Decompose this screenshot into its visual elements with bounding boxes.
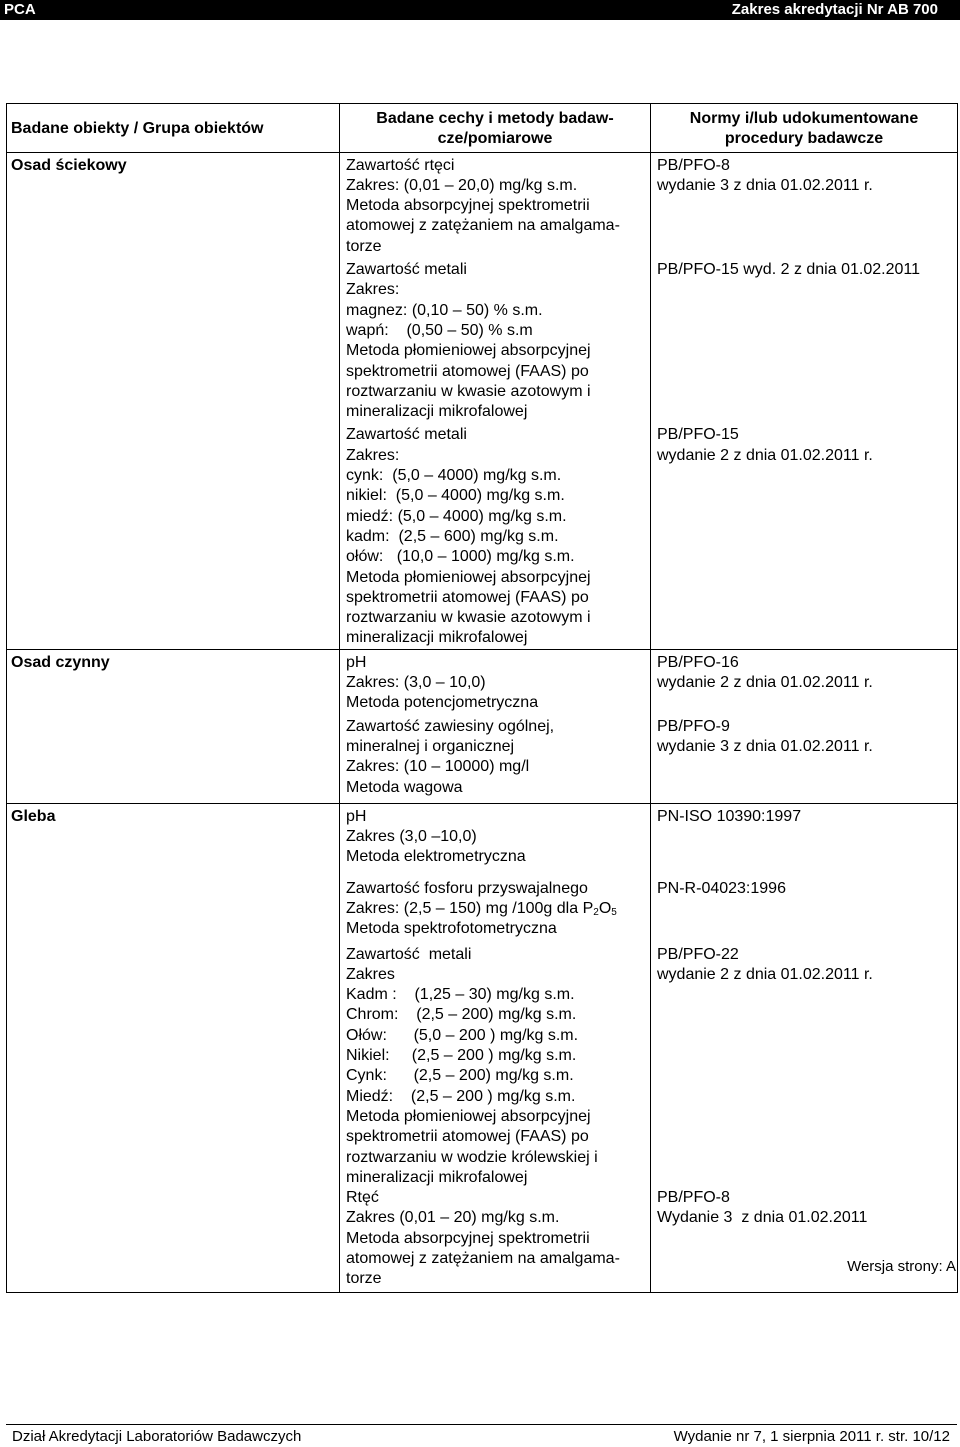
norm-line: wydanie 3 z dnia 01.02.2011 r. (657, 737, 873, 755)
norm-cell (651, 422, 958, 649)
norm-cell (651, 714, 958, 804)
table-row (7, 1188, 958, 1292)
feature-line: Rtęć (346, 1189, 379, 1207)
feature-line: Metoda spektrofotometryczna (346, 920, 557, 938)
feature-line: pH (346, 653, 367, 671)
feature-line: roztwarzaniu w wodzie królewskiej i (346, 1148, 598, 1166)
feature-line: Metoda elektrometryczna (346, 848, 526, 866)
table-row (7, 876, 958, 942)
feature-line: Zakres: (346, 281, 400, 299)
footer-left: Dział Akredytacji Laboratoriów Badawczych (12, 1428, 302, 1445)
feature-line: Metoda absorpcyjnej spektrometrii (346, 1229, 590, 1247)
feature-line: ołów: (10,0 – 1000) mg/kg s.m. (346, 548, 575, 566)
feature-line: mineralizacji mikrofalowej (346, 629, 528, 647)
norm-cell (651, 257, 958, 422)
feature-line: Nikiel: (2,5 – 200 ) mg/kg s.m. (346, 1047, 577, 1065)
footer-right: Wydanie nr 7, 1 sierpnia 2011 r. str. 10/12 (673, 1428, 950, 1445)
feature-cell (340, 942, 651, 1189)
feature-cell (340, 876, 651, 942)
feature-line: Miedź: (2,5 – 200 ) mg/kg s.m. (346, 1087, 576, 1105)
feature-line: magnez: (0,10 – 50) % s.m. (346, 301, 543, 319)
feature-line: Zakres: (10 – 10000) mg/l (346, 758, 530, 776)
object-cell: Osad ściekowy (7, 152, 340, 257)
norm-line: wydanie 2 z dnia 01.02.2011 r. (657, 446, 873, 464)
feature-cell (340, 257, 651, 422)
feature-line: spektrometrii atomowej (FAAS) po (346, 362, 589, 380)
feature-line: Zawartość metali (346, 261, 467, 279)
feature-line: Metoda płomieniowej absorpcyjnej (346, 342, 591, 360)
footer-divider (6, 1424, 957, 1425)
norm-line: PB/PFO-15 wyd. 2 z dnia 01.02.2011 (657, 261, 920, 279)
feature-cell (340, 803, 651, 875)
feature-cell (340, 714, 651, 804)
col-header-norms: Normy i/lub udokumentowane procedury badawcze (651, 104, 958, 153)
feature-cell (340, 1188, 651, 1292)
norm-line: PB/PFO-22 (657, 945, 739, 963)
feature-line: Zakres (346, 965, 395, 983)
object-cell: Gleba (7, 803, 340, 875)
feature-line: Zakres: (0,01 – 20,0) mg/kg s.m. (346, 176, 578, 194)
feature-line-formula: Zakres: (2,5 – 150) mg /100g dla $P_2O_5$ (346, 899, 617, 918)
feature-line: atomowej z zatężaniem na amalgama- (346, 1250, 620, 1268)
norm-line: Wydanie 3 z dnia 01.02.2011 (657, 1209, 868, 1227)
feature-line: Cynk: (2,5 – 200) mg/kg s.m. (346, 1067, 574, 1085)
feature-line: kadm: (2,5 – 600) mg/kg s.m. (346, 527, 559, 545)
feature-line: wapń: (0,50 – 50) % s.m (346, 321, 533, 339)
feature-line: Zawartość rtęci (346, 156, 455, 174)
table-row (7, 714, 958, 804)
object-cell: Osad czynny (7, 649, 340, 713)
feature-line: Metoda wagowa (346, 778, 463, 796)
feature-line: Metoda płomieniowej absorpcyjnej (346, 1107, 591, 1125)
table-row (7, 152, 958, 257)
feature-cell (340, 152, 651, 257)
feature-line: Kadm : (1,25 – 30) mg/kg s.m. (346, 986, 575, 1004)
table-row (7, 257, 958, 422)
feature-line: mineralizacji mikrofalowej (346, 1168, 528, 1186)
header-left: PCA (4, 1, 36, 18)
norm-line: wydanie 2 z dnia 01.02.2011 r. (657, 674, 873, 692)
norm-cell (651, 942, 958, 1189)
table-row (7, 649, 958, 713)
feature-line: torze (346, 1270, 382, 1288)
feature-line: torze (346, 237, 382, 255)
feature-line: Zawartość metali (346, 945, 472, 963)
feature-line: spektrometrii atomowej (FAAS) po (346, 588, 589, 606)
feature-line: roztwarzaniu w kwasie azotowym i (346, 382, 591, 400)
norm-line: PB/PFO-8 (657, 1189, 730, 1207)
feature-cell (340, 422, 651, 649)
norm-line: wydanie 3 z dnia 01.02.2011 r. (657, 176, 873, 194)
feature-line: mineralnej i organicznej (346, 737, 515, 755)
table-row (7, 422, 958, 649)
feature-line: cynk: (5,0 – 4000) mg/kg s.m. (346, 467, 562, 485)
feature-line: Zawartość zawiesiny ogólnej, (346, 717, 555, 735)
feature-line: atomowej z zatężaniem na amalgama- (346, 217, 620, 235)
feature-line: Zakres: (3,0 – 10,0) (346, 674, 486, 692)
feature-line: Zakres: (346, 446, 400, 464)
table-row (7, 803, 958, 875)
norm-line: PB/PFO-8 (657, 156, 730, 174)
feature-line: miedź: (5,0 – 4000) mg/kg s.m. (346, 507, 567, 525)
page-version: Wersja strony: A (847, 1258, 956, 1275)
norm-cell (651, 803, 958, 875)
feature-line: Metoda absorpcyjnej spektrometrii (346, 197, 590, 215)
norm-line: PN-ISO 10390:1997 (657, 807, 802, 825)
feature-line: Zawartość fosforu przyswajalnego (346, 879, 588, 897)
feature-line: nikiel: (5,0 – 4000) mg/kg s.m. (346, 487, 565, 505)
feature-line: pH (346, 807, 367, 825)
norm-cell (651, 152, 958, 257)
feature-line: Metoda płomieniowej absorpcyjnej (346, 568, 591, 586)
feature-cell (340, 649, 651, 713)
norm-cell (651, 1188, 958, 1292)
accreditation-table (6, 103, 958, 1293)
norm-cell (651, 876, 958, 942)
feature-line: Ołów: (5,0 – 200 ) mg/kg s.m. (346, 1026, 579, 1044)
page-header (0, 0, 960, 20)
feature-line: Metoda potencjometryczna (346, 694, 539, 712)
norm-line: PB/PFO-15 (657, 426, 739, 444)
table-row (7, 942, 958, 1189)
norm-line: PN-R-04023:1996 (657, 879, 786, 897)
feature-line: spektrometrii atomowej (FAAS) po (346, 1128, 589, 1146)
norm-line: PB/PFO-16 (657, 653, 739, 671)
feature-line: Chrom: (2,5 – 200) mg/kg s.m. (346, 1006, 577, 1024)
norm-line: PB/PFO-9 (657, 717, 730, 735)
header-right: Zakres akredytacji Nr AB 700 (731, 1, 938, 18)
feature-line: Zakres (3,0 –10,0) (346, 828, 477, 846)
feature-line: Zakres (0,01 – 20) mg/kg s.m. (346, 1209, 560, 1227)
feature-line: mineralizacji mikrofalowej (346, 403, 528, 421)
feature-line: roztwarzaniu w kwasie azotowym i (346, 609, 591, 627)
feature-line: Zawartość metali (346, 426, 467, 444)
norm-line: wydanie 2 z dnia 01.02.2011 r. (657, 965, 873, 983)
norm-cell (651, 649, 958, 713)
table-header-row (7, 104, 958, 153)
col-header-objects: Badane obiekty / Grupa obiektów (7, 104, 340, 153)
col-header-features: Badane cechy i metody badaw-cze/pomiarowe (340, 104, 651, 153)
